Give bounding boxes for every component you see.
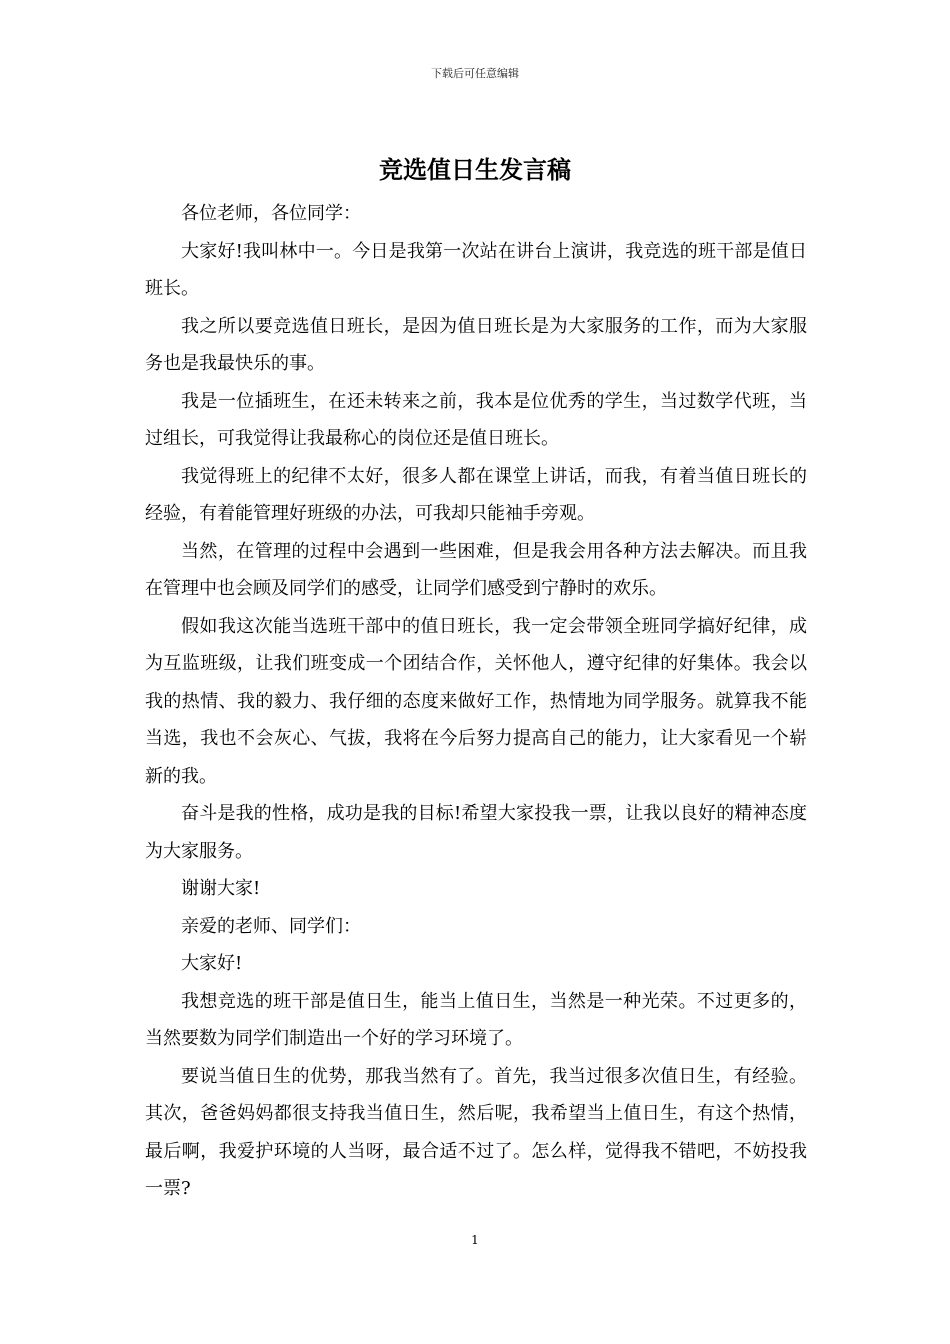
- paragraph: 当然，在管理的过程中会遇到一些困难，但是我会用各种方法去解决。而且我在管理中也会顾及同学们的感受，让同学们感受到宁静时的欢乐。: [145, 540, 807, 599]
- page-number: 1: [471, 1233, 479, 1247]
- paragraph-greeting: 亲爱的老师、同学们：: [181, 915, 361, 937]
- paragraph: 我想竞选的班干部是值日生，能当上值日生，当然是一种光荣。不过更多的，当然要数为同学们制造出一个好的学习环境了。: [145, 990, 807, 1049]
- paragraph: 大家好!我叫林中一。今日是我第一次站在讲台上演讲，我竞选的班干部是值日班长。: [145, 240, 807, 299]
- paragraph-thanks: 谢谢大家!: [181, 878, 261, 899]
- paragraph: 大家好!: [181, 953, 243, 974]
- paragraph: 要说当值日生的优势，那我当然有了。首先，我当过很多次值日生，有经验。其次，爸爸妈妈都很支持我当值日生，然后呢，我希望当上值日生，有这个热情，最后啊，我爱护环境的人当呀，最合适不过了。怎么样，觉得我不错吧，不妨投我一票?: [145, 1065, 807, 1199]
- paragraph-greeting: 各位老师，各位同学：: [181, 203, 361, 224]
- paragraph: 我是一位插班生，在还未转来之前，我本是位优秀的学生，当过数学代班，当过组长，可我觉得让我最称心的岗位还是值日班长。: [145, 390, 807, 449]
- document-body: [145, 195, 807, 1208]
- paragraph: 我之所以要竞选值日班长，是因为值日班长是为大家服务的工作，而为大家服务也是我最快乐的事。: [145, 315, 807, 374]
- paragraph: 我觉得班上的纪律不太好，很多人都在课堂上讲话，而我，有着当值日班长的经验，有着能管理好班级的办法，可我却只能袖手旁观。: [145, 465, 807, 524]
- document-title: 竞选值日生发言稿: [379, 156, 571, 184]
- paragraph: 假如我这次能当选班干部中的值日班长，我一定会带领全班同学搞好纪律，成为互监班级，让我们班变成一个团结合作，关怀他人，遵守纪律的好集体。我会以我的热情、我的毅力、我仔细的态度来做好工作，热情地为同学服务。就算我不能当选，我也不会灰心、气拔，我将在今后努力提高自己的能力，让大家看见一个崭新的我。: [145, 615, 807, 787]
- header-note: 下载后可任意编辑: [431, 67, 519, 80]
- paragraph: 奋斗是我的性格，成功是我的目标!希望大家投我一票，让我以良好的精神态度为大家服务。: [145, 803, 807, 862]
